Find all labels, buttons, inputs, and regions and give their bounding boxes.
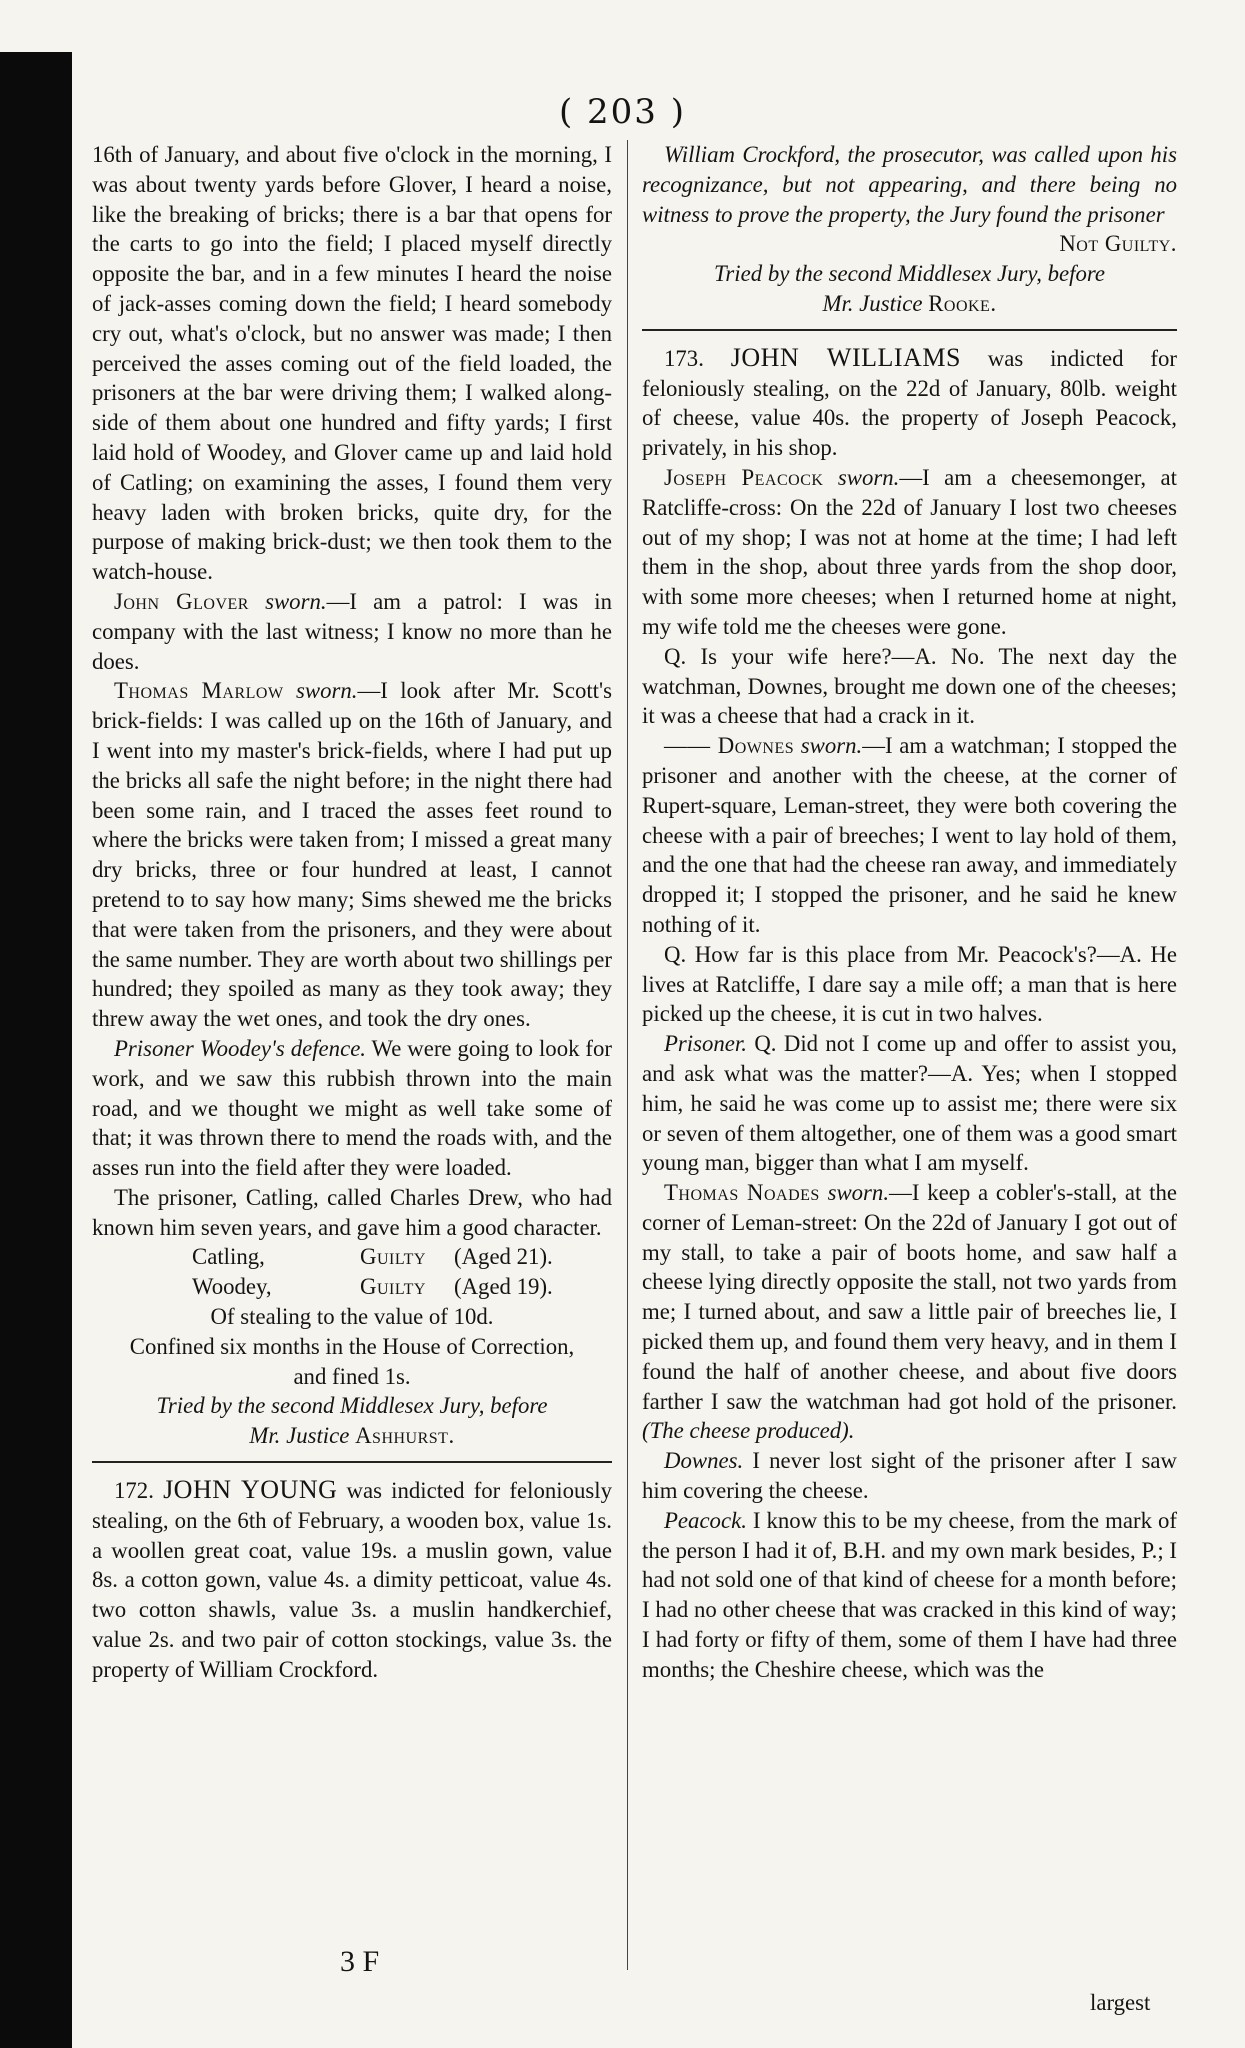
offence-line: Of stealing to the value of 10d.	[210, 1304, 494, 1330]
judge-name: Rooke.	[928, 290, 997, 316]
statement-text: I know this to be my cheese, from the mark of the person I had it of, B.H. and my own mark besides, P.; I had not sold one of that kind of cheese for a month before; I had no other cheese that was cracked in this kind of way; I had forty or fifty of them, some of them I have had three months; the Cheshire cheese, which was the	[642, 1507, 1177, 1682]
case-separator	[642, 329, 1177, 331]
paragraph-noades	[642, 1178, 1177, 1446]
witness-name: Thomas Noades	[664, 1180, 820, 1206]
paragraph-sims-testimony: 16th of January, and about five o'clock in the morning, I was about twenty yards before Glover, I heard a noise, like the breaking of bricks; there is a bar that opens for the carts to go into the field; I placed myself directly opposite the bar, and in a few minutes I heard the noise of jack-asses coming down the field; I heard somebody cry out, what's o'clock, but no answer was made; I then perceived the asses coming out of the field loaded, the prisoners at the bar were driving them; I walked along-side of them about one hundred and fifty yards; I first laid hold of Woodey, and Glover came up and laid hold of Catling; on examining the asses, I found them very heavy laden with broken bricks, quite dry, for the purpose of making brick-dust; we then took them to the watch-house.	[92, 142, 612, 585]
case-separator	[92, 1461, 612, 1463]
paragraph-peacock-2	[642, 1506, 1177, 1685]
question-distance: Q. How far is this place from Mr. Peacock's?—A. He lives at Ratcliffe, I dare say a mile off; a man that is here picked up the cheese, it is cut in two halves.	[642, 941, 1177, 1027]
paragraph-downes	[642, 731, 1177, 940]
paragraph-defence	[92, 1034, 612, 1183]
case-number: 172.	[114, 1478, 154, 1504]
sworn-label: sworn.	[837, 464, 900, 490]
speaker-label: Peacock.	[664, 1507, 747, 1533]
crockford-note: William Crockford, the prosecutor, was called upon his recognizance, but not appearing, and there being no witness to prove the property, the Jury found the prisoner	[642, 142, 1177, 227]
question-text: Q. Did not I come up and offer to assist you, and ask what was the matter?—A. Yes; when I stopped him, he said he was come up to assist me; there were six or seven of them altogether, one of them was a good smart young man, bigger than what I am myself.	[642, 1031, 1177, 1176]
defendant-age: (Aged 19).	[453, 1274, 553, 1300]
sworn-label: sworn.	[265, 588, 327, 614]
sworn-label: sworn.	[800, 733, 863, 759]
question-wife: Q. Is your wife here?—A. No. The next day the watchman, Downes, brought me down one of the cheeses; it was a cheese that had a crack in it.	[642, 643, 1177, 729]
testimony-text: —I am a cheesemonger, at Ratcliffe-cross: On the 22d of January I lost two cheeses out of my shop; I was not at home at the time; I had left them in the shop, about three yards from the shop door, with some more cheeses; when I returned home at night, my wife told me the cheeses were gone.	[642, 464, 1177, 639]
defendant-name: JOHN YOUNG	[163, 1475, 338, 1505]
testimony-text: —I am a watchman; I stopped the prisoner and another with the cheese, at the corner of Rupert-square, Leman-street, they were both covering the cheese with a pair of breeches; I went to lay hold of them, and the one that had the cheese ran away, and immediately dropped it; I stopped the prisoner, and he said he knew nothing of it.	[642, 733, 1178, 937]
paragraph-peacock	[642, 463, 1177, 642]
verdict-label: Guilty	[360, 1244, 426, 1270]
catchword: largest	[1090, 1990, 1151, 2015]
defendant-age: (Aged 21).	[453, 1244, 553, 1270]
statement-text: I never lost sight of the prisoner after I saw him covering the cheese.	[642, 1448, 1177, 1504]
fine-line: and fined 1s.	[293, 1363, 411, 1389]
signature-mark: 3 F	[340, 1945, 380, 1978]
defence-label: Prisoner Woodey's defence.	[114, 1035, 367, 1061]
paragraph-character: The prisoner, Catling, called Charles Drew, who had known him seven years, and gave him a good character.	[92, 1184, 612, 1240]
judge-prefix: Mr. Justice	[822, 290, 923, 316]
judge-name: Ashhurst.	[355, 1423, 455, 1449]
paragraph-glover	[92, 587, 612, 676]
case-173	[642, 343, 1177, 463]
paragraph-downes-2	[642, 1446, 1177, 1506]
sworn-label: sworn.	[296, 678, 358, 704]
testimony-text: —I am a patrol: I was in company with the last witness; I know no more than he does.	[92, 588, 613, 674]
testimony-text: —I keep a cobler's-stall, at the corner of Leman-street: On the 22d of January I got out of my stall, to take a pair of boots home, and saw half a cheese lying directly opposite the stall, not two yards from me; I turned about, and saw a little pair of breeches lie, I picked them up, and found them very heavy, and in them I found the half of another cheese, and about five doors farther I saw the watchman had got hold of the prisoner.	[642, 1180, 1177, 1414]
defendant-name: Woodey,	[192, 1274, 272, 1300]
sentence-line: Confined six months in the House of Correction,	[129, 1333, 575, 1359]
defendant-name: JOHN WILLIAMS	[730, 342, 961, 372]
right-column	[642, 140, 1177, 1685]
defence-text: We were going to look for work, and we saw this rubbish thrown into the main road, and we thought we might as well take some of that; it was thrown there to mend the roads with, and the asses run into the field after they were loaded.	[92, 1035, 612, 1181]
speaker-label: Prisoner.	[664, 1031, 747, 1057]
witness-name: Thomas Marlow	[114, 678, 284, 704]
paragraph-marlow	[92, 676, 612, 1034]
case-number: 173.	[664, 345, 704, 371]
speaker-label: Downes.	[664, 1448, 744, 1474]
verdict-not-guilty: Not Guilty.	[1059, 231, 1177, 257]
tried-by-line: Tried by the second Middlesex Jury, before	[713, 261, 1106, 287]
testimony-text: —I look after Mr. Scott's brick-fields: I was called up on the 16th of January, and I went into my master's brick-fields, where I had put up the bricks all safe the night before; in the night there had been some rain, and I traced the asses feet round to where the bricks were taken from; I missed a great many dry bricks, three or four hundred at least, I cannot pretend to to say how many; Sims shewed me the bricks that were taken from the prisoners, and they were about the same number. They are worth about two shillings per hundred; they spoiled as many as they took away; they threw away the wet ones, and took the dry ones.	[92, 678, 612, 1032]
tried-by-line: Tried by the second Middlesex Jury, before	[156, 1393, 548, 1419]
defendant-name: Catling,	[192, 1244, 265, 1270]
left-column	[92, 140, 612, 1685]
witness-name: John Glover	[114, 588, 249, 614]
judge-line	[92, 1421, 612, 1451]
judge-prefix: Mr. Justice	[249, 1423, 350, 1449]
indictment-text: was indicted for feloniously stealing, on the 6th of February, a wooden box, value 1s. a woollen great coat, value 19s. a muslin gown, value 8s. a cotton gown, value 4s. a dimity petticoat, value 4s. two cotton shawls, value 3s. a muslin handkerchief, value 2s. and two pair of cotton stockings, value 3s. the property of William Crockford.	[92, 1478, 612, 1682]
page-number: ( 203 )	[558, 92, 687, 132]
book-binding-shadow	[0, 52, 72, 2048]
verdict-label: Guilty	[360, 1274, 426, 1300]
indictment-text: was indicted for feloniously stealing, on the 22d of January, 80lb. weight of cheese, value 40s. the property of Joseph Peacock, privately, in his shop.	[642, 345, 1177, 461]
column-divider	[627, 140, 628, 1970]
witness-name: —— Downes	[664, 733, 795, 759]
case-172	[92, 1475, 612, 1685]
judge-line	[642, 289, 1177, 319]
sworn-label: sworn.	[827, 1180, 890, 1206]
exhibit-note: (The cheese produced).	[642, 1418, 855, 1444]
witness-name: Joseph Peacock	[664, 464, 824, 490]
verdict-row	[92, 1272, 612, 1302]
verdict-row	[92, 1242, 612, 1272]
paragraph-prisoner-question	[642, 1029, 1177, 1178]
